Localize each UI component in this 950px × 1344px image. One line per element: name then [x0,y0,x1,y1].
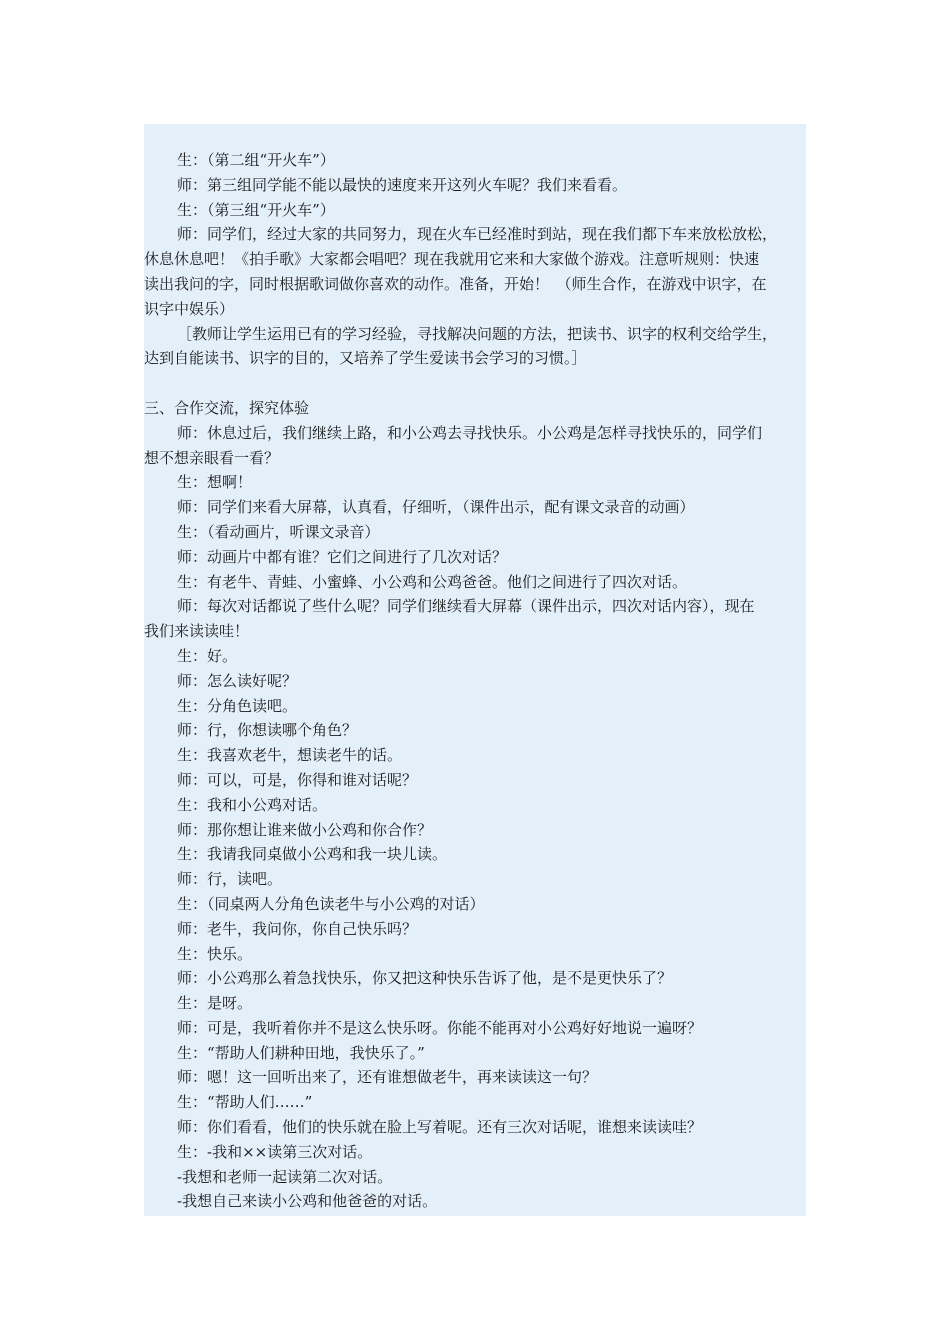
text-line: 生：我请我同桌做小公鸡和我一块儿读。 [177,845,448,864]
text-line: -我想和老师一起读第二次对话。 [177,1167,393,1186]
text-line: 生：（第三组“开火车”） [177,200,335,219]
text-line: 师：小公鸡那么着急找快乐，你又把这种快乐告诉了他，是不是更快乐了？ [177,969,673,988]
text-line: 生：（第二组“开火车”） [177,151,335,169]
text-line: 生：快乐。 [177,944,253,963]
text-line: 师：可以，可是，你得和谁对话呢？ [177,770,418,789]
text-line: 师：同学们，经过大家的共同努力，现在火车已经准时到站，现在我们都下车来放松放松， [177,225,778,244]
text-line: 生：（看动画片，听课文录音） [177,522,380,541]
text-line: 生：分角色读吧。 [177,696,298,715]
text-line: 师：那你想让谁来做小公鸡和你合作？ [177,820,433,839]
text-line: 休息休息吧！《拍手歌》大家都会唱吧？现在我就用它来和大家做个游戏。注意听规则：快速 [144,250,760,269]
text-line: 识字中娱乐） [144,299,235,318]
text-line: 师：你们看看，他们的快乐就在脸上写着呢。还有三次对话呢，谁想来读读哇？ [177,1118,703,1137]
text-line: 师：第三组同学能不能以最快的速度来开这列火车呢？我们来看看。 [177,175,628,194]
text-line: 三、合作交流，探究体验 [144,398,310,417]
text-line: 师：行，你想读哪个角色？ [177,721,358,740]
text-line: 师：同学们来看大屏幕，认真看，仔细听，（课件出示，配有课文录音的动画） [177,498,695,517]
blank-line [144,371,806,396]
text-line: 师：老牛，我问你，你自己快乐吗？ [177,919,418,938]
text-line: 生：（同桌两人分角色读老牛与小公鸡的对话） [177,894,485,913]
text-line: 生：我喜欢老牛，想读老牛的话。 [177,746,403,765]
text-line: 生：好。 [177,646,238,665]
text-line: 达到自能读书、识字的目的，又培养了学生爱读书会学习的习惯。］ [144,349,587,368]
text-line: 师：行，读吧。 [177,870,283,889]
text-line: 师：可是，我听着你并不是这么快乐呀。你能不能再对小公鸡好好地说一遍呀？ [177,1018,703,1037]
text-line: 我们来读读哇！ [144,622,250,641]
text-line: 生：“帮助人们……” [177,1093,313,1112]
text-line: -我想自己来读小公鸡和他爸爸的对话。 [177,1192,438,1211]
text-line: 师：怎么读好呢？ [177,671,298,690]
text-line: 生：我和小公鸡对话。 [177,795,328,814]
text-line: 生：想啊！ [177,473,253,492]
text-line: 生：-我和××读第三次对话。 [177,1142,373,1161]
text-line: 生：“帮助人们耕种田地，我快乐了。” [177,1043,425,1062]
text-line: 师：嗯！这一回听出来了，还有谁想做老牛，再来读读这一句？ [177,1068,598,1087]
text-line: 师：每次对话都说了些什么呢？同学们继续看大屏幕（课件出示，四次对话内容），现在 [177,597,755,616]
text-line: 师：动画片中都有谁？它们之间进行了几次对话？ [177,547,508,566]
document-text-block [144,124,806,1216]
text-line: 想不想亲眼看一看？ [144,448,280,467]
text-line: 师：休息过后，我们继续上路，和小公鸡去寻找快乐。小公鸡是怎样寻找快乐的，同学们 [177,423,763,442]
text-line: 生：是呀。 [177,994,253,1013]
text-line: 读出我问的字，同时根据歌词做你喜欢的动作。准备，开始！ （师生合作，在游戏中识字，在 [144,274,767,293]
text-line: ［教师让学生运用已有的学习经验，寻找解决问题的方法，把读书、识字的权利交给学生， [177,324,778,343]
text-line: 生：有老牛、青蛙、小蜜蜂、小公鸡和公鸡爸爸。他们之间进行了四次对话。 [177,572,688,591]
